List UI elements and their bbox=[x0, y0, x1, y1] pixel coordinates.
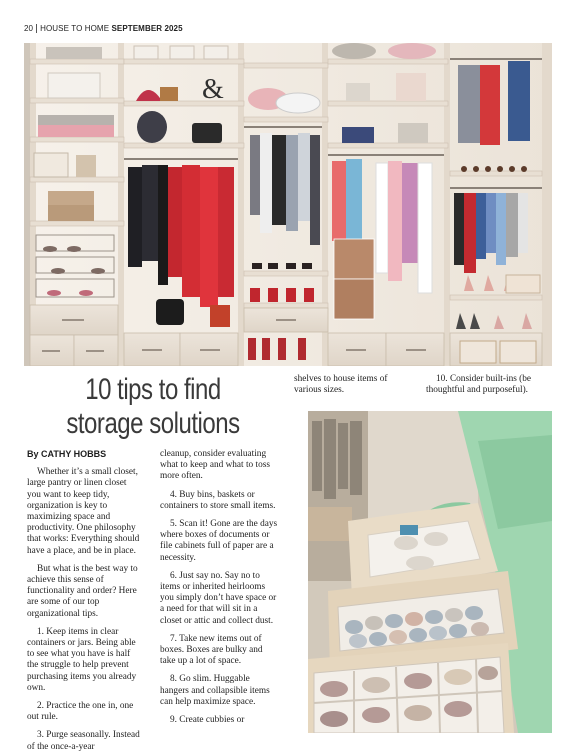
tip-2: 2. Practice the one in, one out rule. bbox=[27, 701, 134, 723]
byline: By CATHY HOBBS bbox=[27, 449, 107, 459]
drawer-photo bbox=[308, 411, 552, 733]
tip-6: 6. Just say no. Say no to items or inherited heirlooms you simply don’t have space or a need for that will sit in a closet or attic and collect dust. bbox=[160, 570, 277, 626]
tip-9: 9. Create cubbies or bbox=[170, 715, 245, 726]
header-divider bbox=[36, 24, 37, 33]
page-number: 20 bbox=[24, 24, 34, 33]
section-name: HOUSE TO HOME bbox=[40, 24, 110, 33]
tip-1: 1. Keep items in clear containers or jars. Being able to see what you have is half the struggle to help prevent purchasing items you already own. bbox=[27, 626, 137, 693]
page-header bbox=[24, 24, 183, 33]
svg-text:&: & bbox=[202, 74, 224, 105]
tip-3: 3. Purge seasonally. Instead of the once-a-year bbox=[27, 730, 140, 752]
article-column-3 bbox=[294, 374, 410, 403]
paragraph-continued: cleanup, consider evaluating what to keep and what to toss more often. bbox=[160, 449, 270, 482]
article-column-4 bbox=[426, 374, 550, 403]
article-headline: 10 tips to find storage solutions bbox=[66, 373, 240, 440]
article-column-1 bbox=[27, 449, 141, 756]
article-column-2 bbox=[160, 449, 278, 733]
tip-7: 7. Take new items out of boxes. Boxes are bulky and take up a lot of space. bbox=[160, 633, 263, 667]
drawer-illustration bbox=[308, 411, 552, 733]
issue-date: SEPTEMBER 2025 bbox=[111, 24, 183, 33]
tip-8: 8. Go slim. Huggable hangers and collapsible items can help maximize space. bbox=[160, 674, 270, 707]
tip-10: 10. Consider built-ins (be thoughtful and purposeful). bbox=[426, 374, 532, 396]
paragraph: Whether it’s a small closet, large pantry or linen closet you want to keep tidy, organization is key to maximizing space and productivity. One philosophy that works: Everything should have a place, and be in place. bbox=[27, 467, 140, 556]
tip-5: 5. Scan it! Gone are the days where boxes of documents or file cabinets full of paper are a necessity. bbox=[160, 519, 278, 563]
paragraph-continued: shelves to house items of various sizes. bbox=[294, 374, 388, 396]
closet-illustration bbox=[24, 43, 552, 366]
closet-photo bbox=[24, 43, 552, 366]
tip-4: 4. Buy bins, baskets or containers to store small items. bbox=[160, 489, 276, 511]
paragraph: But what is the best way to achieve this sense of functionality and order? Here are some of our top organizational tips. bbox=[27, 563, 138, 619]
